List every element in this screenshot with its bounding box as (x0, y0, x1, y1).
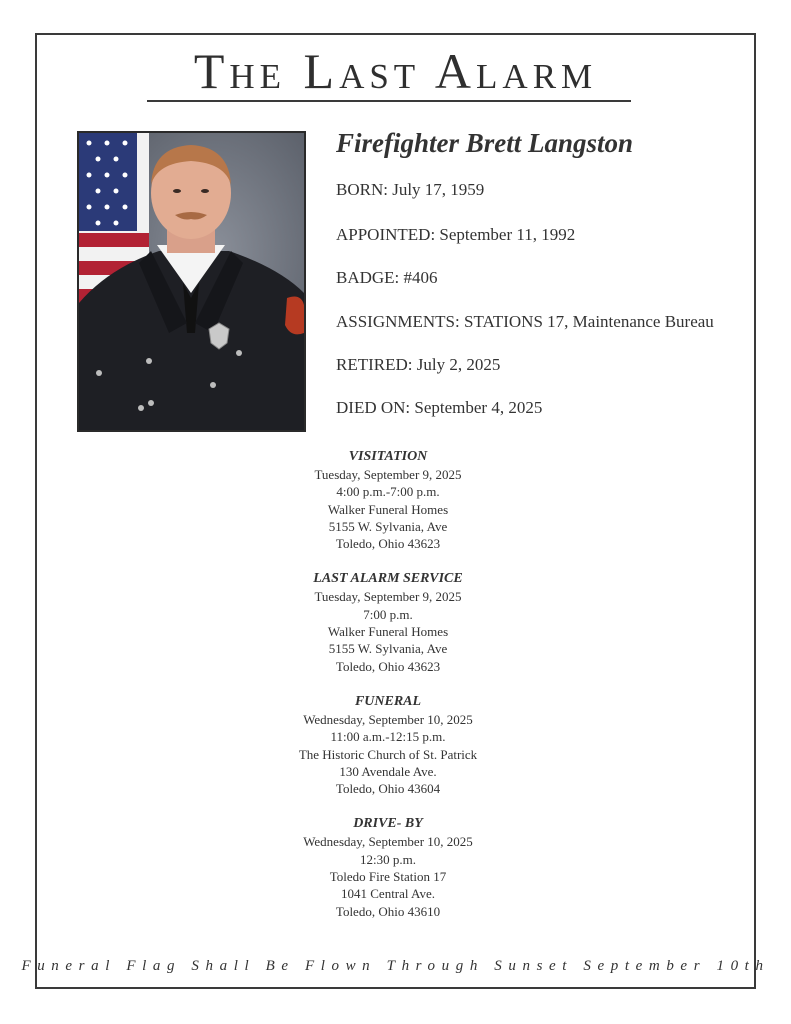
event-last-alarm-service (0, 570, 776, 674)
event-line: The Historic Church of St. Patrick (298, 746, 478, 762)
portrait-photo (77, 131, 306, 432)
event-line: 12:30 p.m. (360, 851, 416, 867)
event-line: Walker Funeral Homes (327, 501, 449, 517)
event-line: Toledo, Ohio 43604 (335, 781, 441, 797)
event-line: 11:00 a.m.-12:15 p.m. (330, 729, 446, 745)
event-line: 5155 W. Sylvania, Ave (328, 518, 448, 534)
event-line: 130 Avendale Ave. (339, 763, 437, 779)
event-line: Toledo, Ohio 43623 (335, 658, 441, 674)
event-line: Walker Funeral Homes (327, 624, 449, 640)
event-title: LAST ALARM SERVICE (313, 571, 463, 587)
died-date: DIED ON: September 4, 2025 (336, 398, 543, 417)
event-line: Tuesday, September 9, 2025 (314, 589, 462, 605)
retired-date: RETIRED: July 2, 2025 (336, 355, 501, 374)
events-list (0, 448, 776, 938)
born-date: BORN: July 17, 1959 (336, 180, 485, 199)
event-title: FUNERAL (354, 693, 422, 709)
event-funeral (0, 693, 776, 797)
badge-number: BADGE: #406 (336, 268, 438, 287)
event-line: 5155 W. Sylvania, Ave (328, 641, 448, 657)
event-visitation (0, 448, 776, 552)
footer-notice: Funeral Flag Shall Be Flown Through Sunset September 10th (21, 958, 770, 974)
event-title: VISITATION (348, 449, 428, 464)
event-line: Toledo, Ohio 43610 (335, 903, 441, 919)
event-line: 1041 Central Ave. (341, 886, 435, 902)
event-line: 4:00 p.m.-7:00 p.m. (336, 484, 440, 500)
event-line: Wednesday, September 10, 2025 (303, 834, 473, 850)
event-drive-by (0, 815, 776, 919)
event-title: DRIVE- BY (353, 816, 423, 832)
member-name: Firefighter Brett Langston (336, 128, 634, 158)
event-line: Toledo, Ohio 43623 (335, 536, 441, 552)
event-line: Tuesday, September 9, 2025 (314, 467, 462, 482)
event-line: Toledo Fire Station 17 (329, 869, 447, 885)
event-line: Wednesday, September 10, 2025 (303, 711, 473, 727)
title-underline (147, 100, 631, 102)
assignments: ASSIGNMENTS: STATIONS 17, Maintenance Bureau (336, 312, 714, 331)
page-title: The Last Alarm (193, 43, 598, 99)
event-line: 7:00 p.m. (363, 606, 413, 622)
appointed-date: APPOINTED: September 11, 1992 (336, 225, 576, 244)
